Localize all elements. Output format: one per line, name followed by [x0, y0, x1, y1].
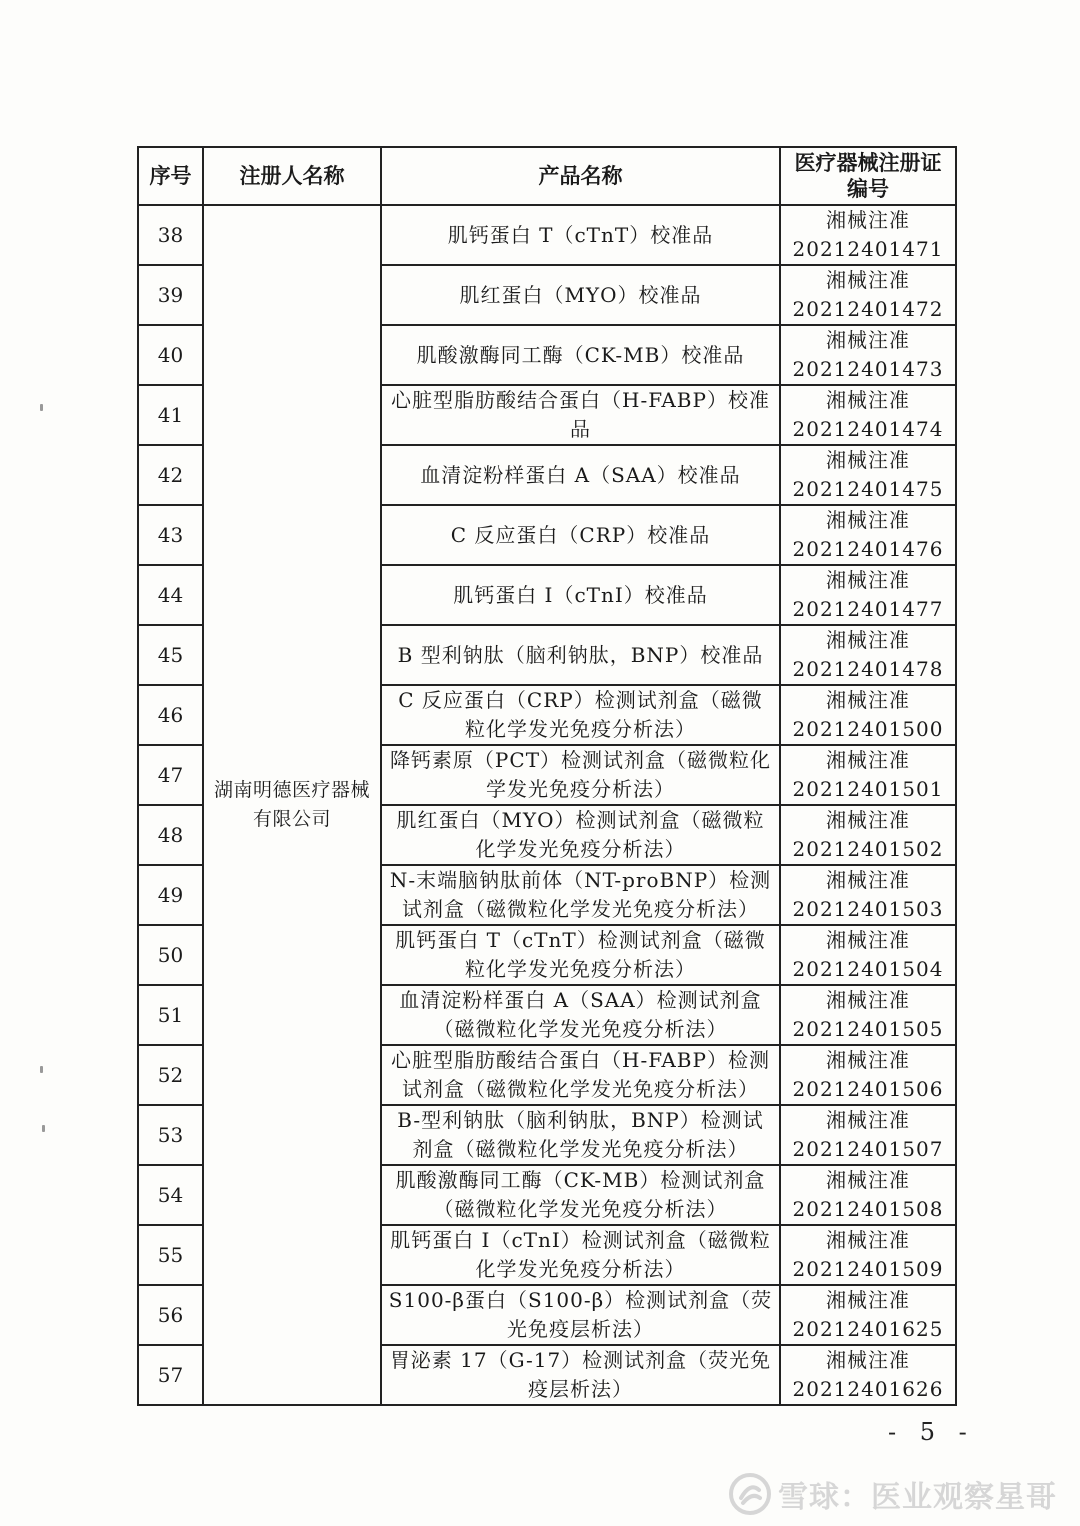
cert-number	[780, 1225, 956, 1285]
cert-number	[780, 865, 956, 925]
cert-prefix: 湘械注准	[826, 628, 910, 652]
row-number: 46	[138, 685, 203, 745]
cert-number	[780, 385, 956, 445]
row-number: 42	[138, 445, 203, 505]
cert-code: 20212401472	[792, 297, 944, 321]
cert-code: 20212401478	[792, 657, 944, 681]
cert-prefix: 湘械注准	[826, 1228, 910, 1252]
product-name: 肌钙蛋白 I（cTnI）校准品	[381, 565, 780, 625]
cert-prefix: 湘械注准	[826, 568, 910, 592]
product-name: S100-β蛋白（S100-β）检测试剂盒（荧光免疫层析法）	[381, 1285, 780, 1345]
row-number: 38	[138, 205, 203, 265]
header-product: 产品名称	[381, 147, 780, 205]
product-name: B-型利钠肽（脑利钠肽，BNP）检测试剂盒（磁微粒化学发光免疫分析法）	[381, 1105, 780, 1165]
cert-code: 20212401476	[792, 537, 944, 561]
cert-code: 20212401502	[792, 837, 944, 861]
row-number: 50	[138, 925, 203, 985]
cert-code: 20212401625	[792, 1317, 944, 1341]
cert-number	[780, 685, 956, 745]
cert-prefix: 湘械注准	[826, 868, 910, 892]
cert-code: 20212401505	[792, 1017, 944, 1041]
cert-code: 20212401503	[792, 897, 944, 921]
product-name: 肌红蛋白（MYO）检测试剂盒（磁微粒化学发光免疫分析法）	[381, 805, 780, 865]
cert-prefix: 湘械注准	[826, 928, 910, 952]
cert-code: 20212401506	[792, 1077, 944, 1101]
product-name: 肌钙蛋白 T（cTnT）校准品	[381, 205, 780, 265]
product-name: 降钙素原（PCT）检测试剂盒（磁微粒化学发光免疫分析法）	[381, 745, 780, 805]
cert-code: 20212401501	[792, 777, 944, 801]
cert-code: 20212401474	[792, 417, 944, 441]
row-number: 40	[138, 325, 203, 385]
cert-number	[780, 1045, 956, 1105]
cert-prefix: 湘械注准	[826, 268, 910, 292]
product-name: 肌酸激酶同工酶（CK-MB）校准品	[381, 325, 780, 385]
row-number: 44	[138, 565, 203, 625]
row-number: 49	[138, 865, 203, 925]
cert-code: 20212401500	[792, 717, 944, 741]
cert-prefix: 湘械注准	[826, 388, 910, 412]
row-number: 57	[138, 1345, 203, 1405]
product-name: 血清淀粉样蛋白 A（SAA）检测试剂盒（磁微粒化学发光免疫分析法）	[381, 985, 780, 1045]
cert-number	[780, 505, 956, 565]
row-number: 51	[138, 985, 203, 1045]
cert-prefix: 湘械注准	[826, 1048, 910, 1072]
row-number: 48	[138, 805, 203, 865]
table-row	[138, 205, 956, 265]
header-cert	[780, 147, 956, 205]
table-header-row	[138, 147, 956, 205]
row-number: 43	[138, 505, 203, 565]
cert-code: 20212401477	[792, 597, 944, 621]
header-seq: 序号	[138, 147, 203, 205]
cert-prefix: 湘械注准	[826, 328, 910, 352]
watermark-text: 雪球：医业观察星哥	[778, 1480, 1057, 1515]
header-cert-line2: 编号	[847, 176, 889, 201]
row-number: 52	[138, 1045, 203, 1105]
product-name: C 反应蛋白（CRP）校准品	[381, 505, 780, 565]
product-name: C 反应蛋白（CRP）检测试剂盒（磁微粒化学发光免疫分析法）	[381, 685, 780, 745]
cert-prefix: 湘械注准	[826, 748, 910, 772]
watermark	[728, 1472, 1057, 1516]
row-number: 39	[138, 265, 203, 325]
cert-prefix: 湘械注准	[826, 808, 910, 832]
product-name: 心脏型脂肪酸结合蛋白（H-FABP）校准品	[381, 385, 780, 445]
row-number: 55	[138, 1225, 203, 1285]
product-name: 肌酸激酶同工酶（CK-MB）检测试剂盒（磁微粒化学发光免疫分析法）	[381, 1165, 780, 1225]
header-cert-line1: 医疗器械注册证	[794, 150, 942, 175]
product-name: 肌红蛋白（MYO）校准品	[381, 265, 780, 325]
scan-speck	[40, 404, 43, 411]
cert-number	[780, 985, 956, 1045]
cert-code: 20212401473	[792, 357, 944, 381]
cert-number	[780, 205, 956, 265]
cert-number	[780, 1285, 956, 1345]
product-name: 胃泌素 17（G-17）检测试剂盒（荧光免疫层析法）	[381, 1345, 780, 1405]
cert-number	[780, 1165, 956, 1225]
cert-number	[780, 625, 956, 685]
product-name: N-末端脑钠肽前体（NT-proBNP）检测试剂盒（磁微粒化学发光免疫分析法）	[381, 865, 780, 925]
cert-code: 20212401626	[792, 1377, 944, 1401]
cert-prefix: 湘械注准	[826, 1168, 910, 1192]
cert-number	[780, 1345, 956, 1405]
cert-number	[780, 445, 956, 505]
cert-code: 20212401504	[792, 957, 944, 981]
cert-code: 20212401507	[792, 1137, 944, 1161]
product-name: B 型利钠肽（脑利钠肽，BNP）校准品	[381, 625, 780, 685]
cert-code: 20212401509	[792, 1257, 944, 1281]
row-number: 53	[138, 1105, 203, 1165]
scan-speck	[42, 1125, 45, 1132]
cert-prefix: 湘械注准	[826, 1108, 910, 1132]
cert-number	[780, 1105, 956, 1165]
row-number: 45	[138, 625, 203, 685]
row-number: 41	[138, 385, 203, 445]
table-body	[138, 205, 956, 1405]
cert-number	[780, 925, 956, 985]
header-registrant: 注册人名称	[203, 147, 381, 205]
snowball-logo-icon	[728, 1472, 772, 1516]
cert-prefix: 湘械注准	[826, 988, 910, 1012]
row-number: 56	[138, 1285, 203, 1345]
cert-number	[780, 805, 956, 865]
cert-code: 20212401471	[792, 237, 944, 261]
row-number: 47	[138, 745, 203, 805]
cert-prefix: 湘械注准	[826, 1288, 910, 1312]
cert-code: 20212401508	[792, 1197, 944, 1221]
cert-prefix: 湘械注准	[826, 1348, 910, 1372]
product-name: 心脏型脂肪酸结合蛋白（H-FABP）检测试剂盒（磁微粒化学发光免疫分析法）	[381, 1045, 780, 1105]
cert-prefix: 湘械注准	[826, 448, 910, 472]
product-name: 肌钙蛋白 T（cTnT）检测试剂盒（磁微粒化学发光免疫分析法）	[381, 925, 780, 985]
page-number: - 5 -	[888, 1418, 975, 1446]
cert-number	[780, 745, 956, 805]
registration-table	[137, 146, 957, 1406]
product-name: 肌钙蛋白 I（cTnI）检测试剂盒（磁微粒化学发光免疫分析法）	[381, 1225, 780, 1285]
cert-code: 20212401475	[792, 477, 944, 501]
cert-prefix: 湘械注准	[826, 508, 910, 532]
cert-prefix: 湘械注准	[826, 208, 910, 232]
scan-speck	[40, 1066, 43, 1073]
cert-prefix: 湘械注准	[826, 688, 910, 712]
cert-number	[780, 265, 956, 325]
row-number: 54	[138, 1165, 203, 1225]
product-name: 血清淀粉样蛋白 A（SAA）校准品	[381, 445, 780, 505]
cert-number	[780, 325, 956, 385]
registrant-name: 湖南明德医疗器械有限公司	[203, 205, 381, 1405]
cert-number	[780, 565, 956, 625]
